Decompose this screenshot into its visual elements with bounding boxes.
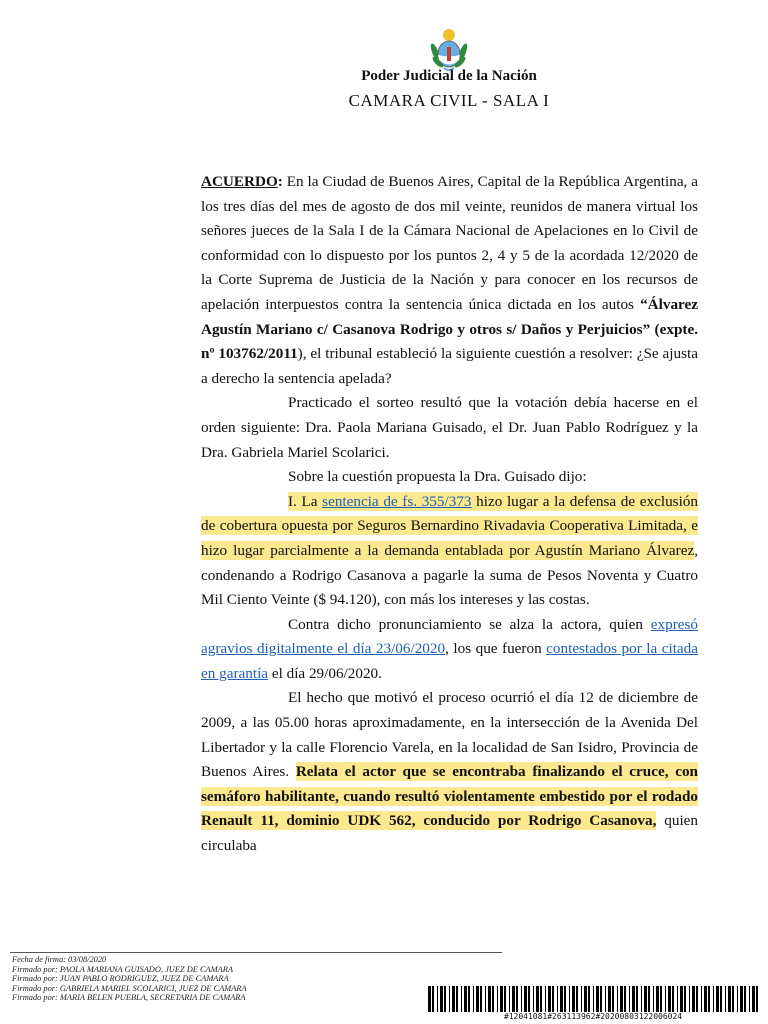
signature-line: Firmado por: MARIA BELEN PUEBLA, SECRETARIA DE CAMARA: [12, 993, 246, 1003]
signature-block: [12, 955, 247, 1003]
signature-date: Fecha de firma: 03/08/2020: [12, 955, 107, 964]
case-title: “Álvarez Agustín Mariano c/ Casanova Rodrigo y otros s/ Daños y Perjuicios” (expte. nº 103762/2011: [201, 295, 698, 363]
document-body: [201, 170, 698, 859]
paragraph-hecho: El hecho que motivó el proceso ocurrió el día 12 de diciembre de 2009, a las 05.00 horas aproximadamente, en la intersección de la Avenida Del Libertador y la calle Florencio Varela, en la localidad de San Isidro, Provincia de Buenos Aires. Relata el actor que se encontraba finalizando el cruce, con semáforo habilitante, cuando resultó violentamente embestido por el rodado Renault 11, dominio UDK 562, conducido por Rodrigo Casanova, quien circulaba: [201, 689, 699, 855]
paragraph-sorteo: Practicado el sorteo resultó que la votación debía hacerse en el orden siguiente: Dra. Paola Mariana Guisado, el Dr. Juan Pablo Rodríguez y la Dra. Gabriela Mariel Scolarici.: [201, 394, 698, 461]
argentina-coat-of-arms-icon: [430, 28, 468, 72]
footer-divider: [10, 952, 502, 953]
highlighted-relato: Relata el actor que se encontraba finalizando el cruce, con semáforo habilitante, cuando resultó violentamente embestido por el rodado Renault 11, dominio UDK 562, conducido por Rodrigo Casanova,: [201, 763, 698, 830]
contestacion-link[interactable]: contestados por la citada en garantía: [201, 640, 698, 682]
barcode-number: #12041081#263113962#20200803122006024: [503, 1012, 683, 1021]
barcode-icon: [428, 986, 758, 1012]
paragraph-agravios: Contra dicho pronunciamiento se alza la actora, quien expresó agravios digitalmente el día 23/06/2020, los que fueron contestados por la citada en garantía el día 29/06/2020.: [201, 615, 698, 682]
court-heading: CAMARA CIVIL - SALA I: [348, 91, 550, 110]
acuerdo-label: ACUERDO: [201, 173, 278, 190]
signature-line: Firmado por: GABRIELA MARIEL SCOLARICI, JUEZ DE CAMARA: [12, 983, 247, 993]
paragraph-sentencia: I. La sentencia de fs. 355/373 hizo lugar a la defensa de exclusión de cobertura opuesta por Seguros Bernardino Rivadavia Cooperativa Limitada, e hizo lugar parcialmente a la demanda entablada por Agustín Mariano Álvarez, condenando a Rodrigo Casanova a pagarle la suma de Pesos Noventa y Cuatro Mil Ciento Veinte ($ 94.120), con más los intereses y las costas.: [201, 492, 698, 609]
institution-heading: Poder Judicial de la Nación: [361, 68, 537, 84]
paragraph-acuerdo: ACUERDO: En la Ciudad de Buenos Aires, Capital de la República Argentina, a los tres días del mes de agosto de dos mil veinte, reunidos de manera virtual los señores jueces de la Sala I de la Cámara Nacional de Apelaciones en lo Civil de conformidad con lo dispuesto por los puntos 2, 4 y 5 de la acordada 12/2020 de la Corte Suprema de Justicia de la Nación y para conocer en los recursos de apelación interpuestos contra la sentencia única dictada en los autos “Álvarez Agustín Mariano c/ Casanova Rodrigo y otros s/ Daños y Perjuicios” (expte. nº 103762/2011), el tribunal estableció la siguiente cuestión a resolver: ¿Se ajusta a derecho la sentencia apelada?: [201, 173, 698, 387]
agravios-link[interactable]: expresó agravios digitalmente el día 23/06/2020: [201, 615, 698, 658]
signature-line: Firmado por: JUAN PABLO RODRIGUEZ, JUEZ DE CAMARA: [12, 974, 229, 984]
sentencia-link[interactable]: sentencia de fs. 355/373: [322, 492, 472, 510]
paragraph-cuestion: Sobre la cuestión propuesta la Dra. Guisado dijo:: [288, 468, 587, 486]
signature-line: Firmado por: PAOLA MARIANA GUISADO, JUEZ DE CAMARA: [12, 964, 233, 974]
